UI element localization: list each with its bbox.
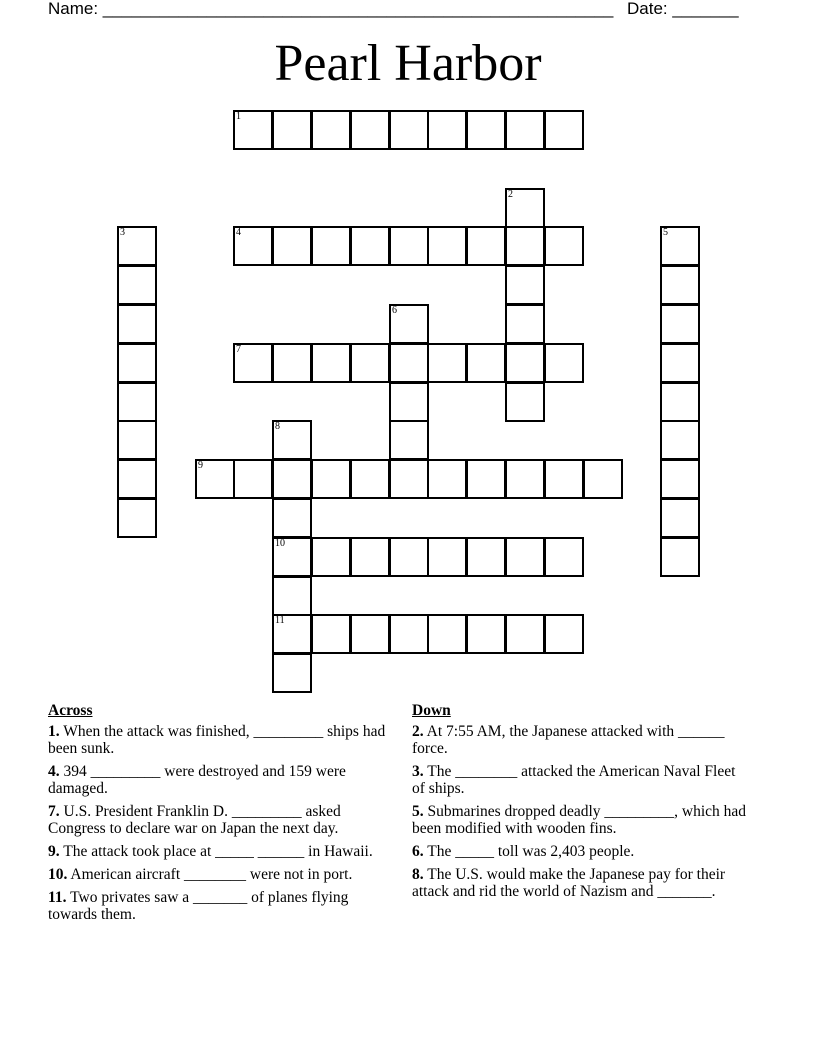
crossword-cell[interactable] [660, 304, 700, 344]
crossword-cell[interactable] [427, 343, 467, 383]
crossword-cell[interactable] [389, 343, 429, 383]
crossword-cell[interactable] [505, 110, 545, 150]
cell-number: 6 [392, 305, 397, 316]
clue-text: The ________ attacked the American Naval Fleet of ships. [412, 763, 736, 797]
crossword-cell[interactable] [272, 498, 312, 538]
crossword-cell[interactable] [505, 537, 545, 577]
crossword-cell[interactable] [389, 420, 429, 460]
clue-across-7 [48, 803, 393, 837]
crossword-cell[interactable] [466, 343, 506, 383]
page-title: Pearl Harbor [274, 35, 542, 92]
crossword-cell[interactable] [505, 304, 545, 344]
cell-number: 2 [508, 189, 513, 200]
clue-text: At 7:55 AM, the Japanese attacked with ______ force. [412, 723, 725, 757]
crossword-cell[interactable] [544, 459, 584, 499]
crossword-cell[interactable] [311, 614, 351, 654]
crossword-cell[interactable] [427, 537, 467, 577]
crossword-cell[interactable] [350, 226, 390, 266]
clue-text: The U.S. would make the Japanese pay for their attack and rid the world of Nazism and _______. [412, 866, 726, 900]
crossword-cell[interactable] [311, 459, 351, 499]
clue-number: 1. [48, 723, 60, 740]
clue-number: 7. [48, 803, 60, 820]
crossword-cell[interactable] [660, 498, 700, 538]
crossword-cell[interactable] [350, 614, 390, 654]
crossword-cell[interactable] [389, 382, 429, 422]
crossword-cell[interactable] [544, 343, 584, 383]
crossword-cell[interactable] [117, 226, 157, 266]
clue-number: 10. [48, 866, 68, 883]
cell-number: 7 [236, 344, 241, 355]
crossword-cell[interactable] [350, 343, 390, 383]
crossword-cell[interactable] [505, 343, 545, 383]
clue-number: 9. [48, 843, 60, 860]
crossword-cell[interactable] [233, 110, 273, 150]
down-heading: Down [412, 702, 451, 719]
down-clues [412, 702, 752, 906]
crossword-cell[interactable] [544, 110, 584, 150]
crossword-cell[interactable] [117, 265, 157, 305]
crossword-cell[interactable] [505, 265, 545, 305]
crossword-cell[interactable] [389, 537, 429, 577]
clue-across-11 [48, 889, 393, 923]
clue-across-10 [48, 866, 393, 883]
clue-text: Two privates saw a _______ of planes flying towards them. [48, 889, 349, 923]
date-field-label[interactable]: Date: _______ [627, 0, 739, 18]
crossword-cell[interactable] [117, 304, 157, 344]
clue-across-1 [48, 723, 393, 757]
crossword-cell[interactable] [660, 265, 700, 305]
crossword-cell[interactable] [311, 226, 351, 266]
across-heading: Across [48, 702, 93, 719]
crossword-cell[interactable] [544, 226, 584, 266]
crossword-cell[interactable] [466, 110, 506, 150]
across-clues [48, 702, 393, 929]
clue-text: Submarines dropped deadly _________, which had been modified with wooden fins. [412, 803, 747, 837]
crossword-cell[interactable] [117, 420, 157, 460]
crossword-cell[interactable] [311, 537, 351, 577]
crossword-cell[interactable] [389, 304, 429, 344]
clue-text: U.S. President Franklin D. _________ asked Congress to declare war on Japan the next day. [48, 803, 341, 837]
crossword-cell[interactable] [272, 459, 312, 499]
crossword-cell[interactable] [505, 382, 545, 422]
crossword-cell[interactable] [311, 343, 351, 383]
crossword-cell[interactable] [505, 614, 545, 654]
crossword-cell[interactable] [117, 498, 157, 538]
crossword-cell[interactable] [117, 343, 157, 383]
clue-down-5 [412, 803, 752, 837]
clue-text: American aircraft ________ were not in port. [70, 866, 353, 883]
crossword-cell[interactable] [660, 537, 700, 577]
crossword-cell[interactable] [660, 382, 700, 422]
crossword-cell[interactable] [466, 459, 506, 499]
clue-number: 4. [48, 763, 60, 780]
crossword-cell[interactable] [389, 226, 429, 266]
crossword-cell[interactable] [583, 459, 623, 499]
crossword-cell[interactable] [505, 188, 545, 228]
clue-text: 394 _________ were destroyed and 159 were damaged. [48, 763, 346, 797]
clue-down-3 [412, 763, 752, 797]
crossword-cell[interactable] [466, 537, 506, 577]
cell-number: 8 [275, 421, 280, 432]
crossword-cell[interactable] [272, 343, 312, 383]
crossword-cell[interactable] [272, 614, 312, 654]
cell-number: 10 [275, 538, 285, 549]
crossword-cell[interactable] [233, 226, 273, 266]
clue-number: 2. [412, 723, 424, 740]
clue-number: 3. [412, 763, 424, 780]
crossword-cell[interactable] [117, 459, 157, 499]
cell-number: 3 [120, 227, 125, 238]
crossword-cell[interactable] [350, 110, 390, 150]
clue-text: The attack took place at _____ ______ in Hawaii. [63, 843, 373, 860]
cell-number: 1 [236, 111, 241, 122]
crossword-cell[interactable] [389, 110, 429, 150]
crossword-cell[interactable] [505, 459, 545, 499]
crossword-cell[interactable] [427, 614, 467, 654]
crossword-cell[interactable] [272, 110, 312, 150]
clue-text: The _____ toll was 2,403 people. [427, 843, 635, 860]
crossword-cell[interactable] [389, 459, 429, 499]
cell-number: 11 [275, 615, 285, 626]
name-field-label[interactable]: Name: ______________________________________________________ [48, 0, 614, 18]
cell-number: 5 [663, 227, 668, 238]
clue-text: When the attack was finished, _________ ships had been sunk. [48, 723, 386, 757]
cell-number: 4 [236, 227, 241, 238]
crossword-cell[interactable] [544, 614, 584, 654]
crossword-cell[interactable] [389, 614, 429, 654]
crossword-cell[interactable] [660, 459, 700, 499]
crossword-cell[interactable] [195, 459, 235, 499]
crossword-cell[interactable] [272, 420, 312, 460]
crossword-cell[interactable] [427, 110, 467, 150]
crossword-cell[interactable] [272, 226, 312, 266]
cell-number: 9 [198, 460, 203, 471]
crossword-cell[interactable] [660, 226, 700, 266]
crossword-cell[interactable] [311, 110, 351, 150]
crossword-cell[interactable] [505, 226, 545, 266]
clue-down-2 [412, 723, 752, 757]
crossword-cell[interactable] [233, 459, 273, 499]
crossword-cell[interactable] [466, 226, 506, 266]
crossword-cell[interactable] [427, 226, 467, 266]
crossword-cell[interactable] [427, 459, 467, 499]
clue-number: 11. [48, 889, 67, 906]
crossword-cell[interactable] [466, 614, 506, 654]
clue-down-6 [412, 843, 752, 860]
crossword-cell[interactable] [272, 576, 312, 616]
clue-number: 8. [412, 866, 424, 883]
clue-across-4 [48, 763, 393, 797]
crossword-cell[interactable] [350, 459, 390, 499]
crossword-cell[interactable] [117, 382, 157, 422]
crossword-cell[interactable] [272, 653, 312, 693]
crossword-cell[interactable] [272, 537, 312, 577]
crossword-cell[interactable] [660, 343, 700, 383]
crossword-cell[interactable] [544, 537, 584, 577]
clue-across-9 [48, 843, 393, 860]
crossword-cell[interactable] [660, 420, 700, 460]
clue-number: 6. [412, 843, 424, 860]
clue-number: 5. [412, 803, 424, 820]
clue-down-8 [412, 866, 752, 900]
crossword-cell[interactable] [350, 537, 390, 577]
crossword-cell[interactable] [233, 343, 273, 383]
